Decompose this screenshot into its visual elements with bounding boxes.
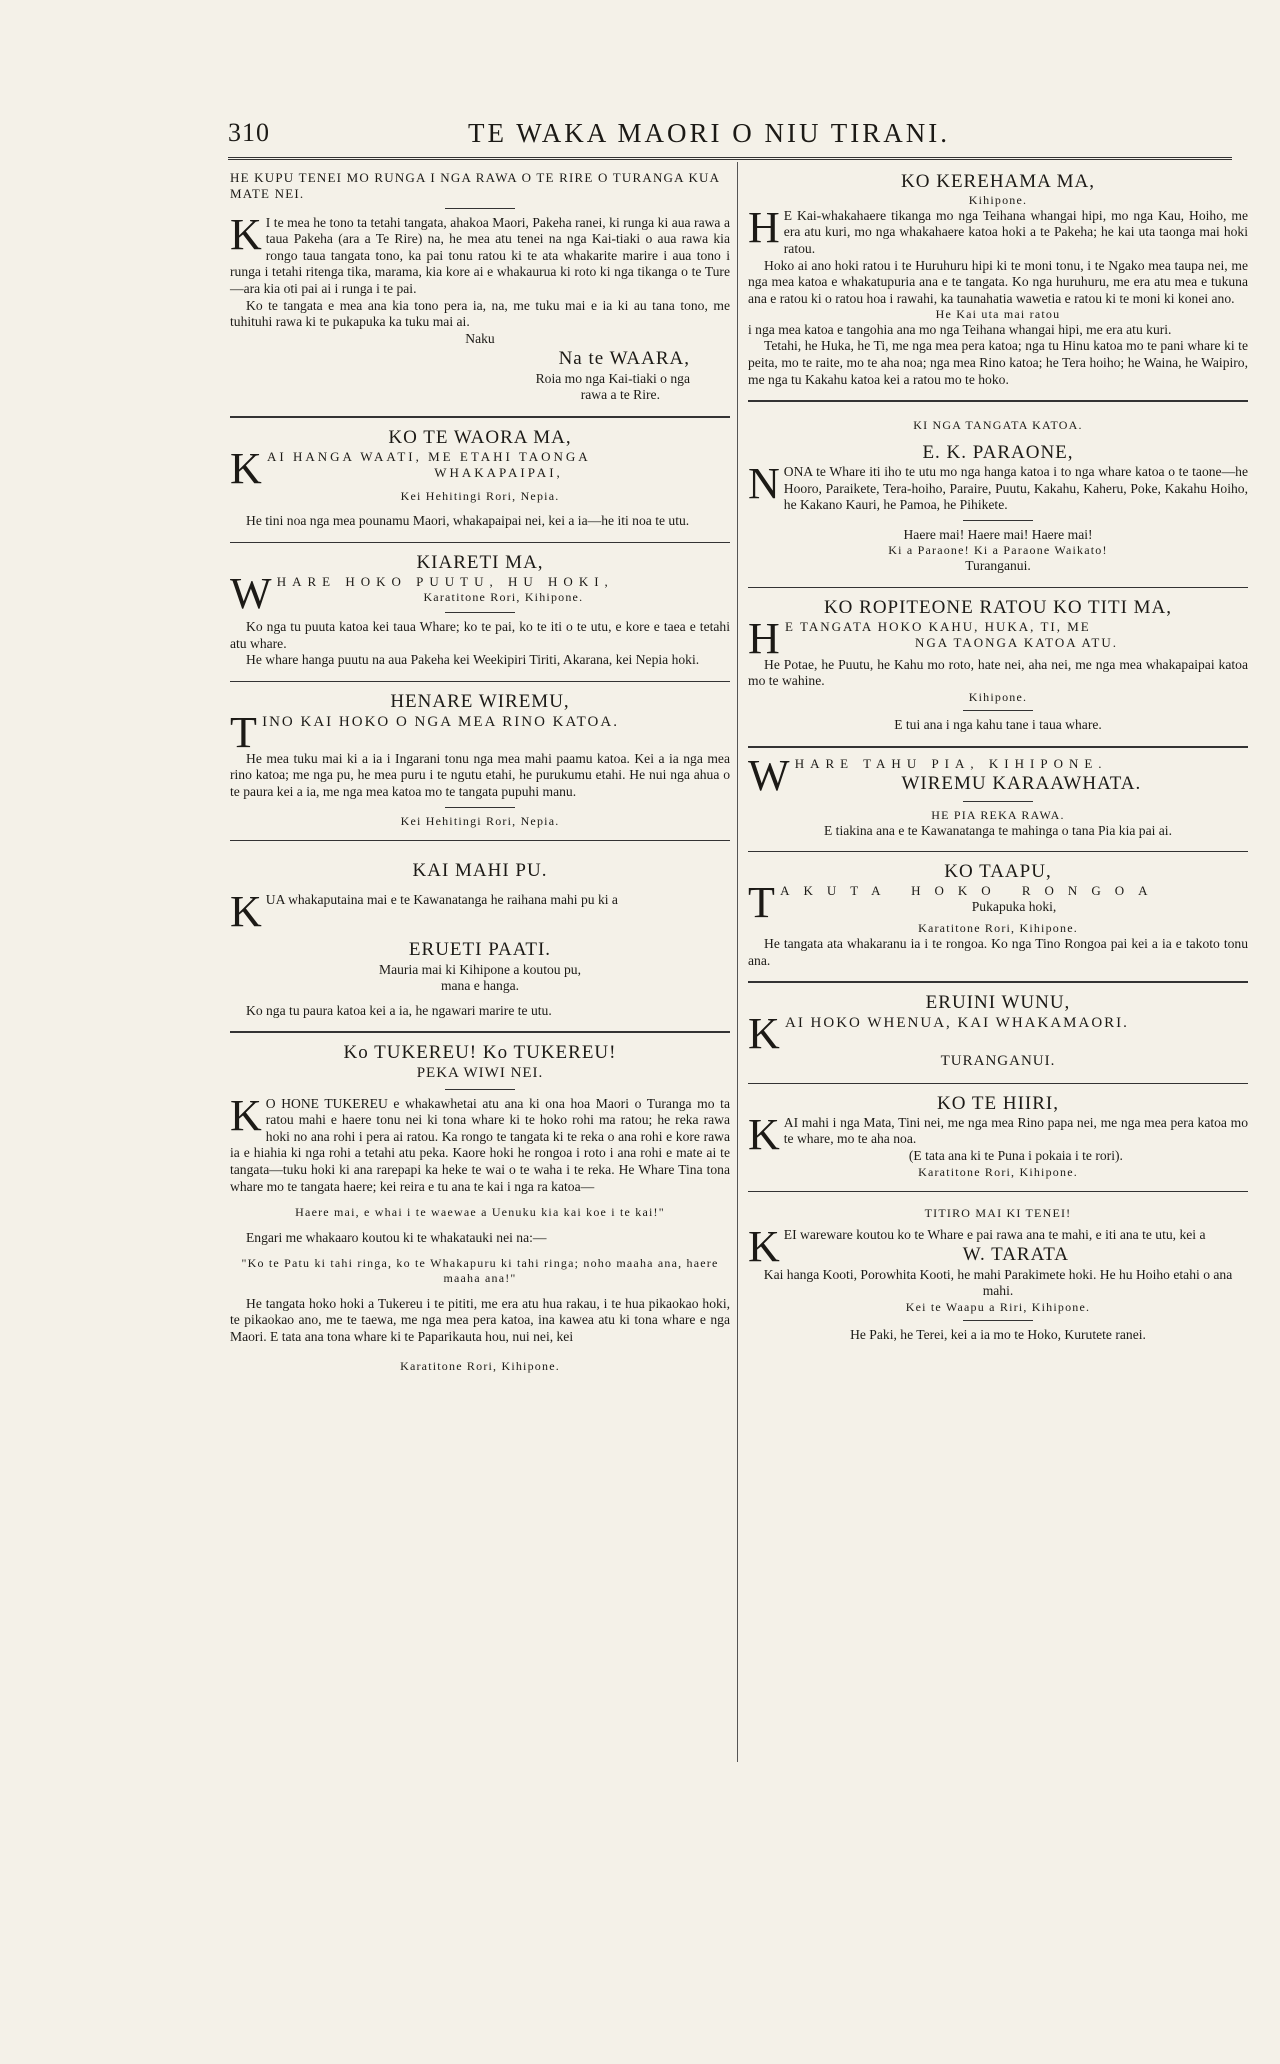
drop-cap: T [748,878,777,928]
ad-waora [230,424,730,536]
notice-signer: Na te WAARA, [558,348,690,370]
ad-body-2: He whare hanga puutu na aua Pakeha kei Weekipiri Tiriti, Akarana, kei Nepia hoki. [246,652,700,668]
ad-note: (E tata ana ki te Puna i pokaia i te rori). [908,1148,1123,1164]
ad-subhead: HE PIA REKA RAWA. [931,808,1065,823]
ad-kerehama [748,168,1248,394]
ad-place: TURANGANUI. [940,1053,1056,1070]
ad-taapu [748,858,1248,975]
divider [963,520,1033,521]
rule [230,416,730,418]
divider [445,1089,515,1090]
right-column [748,168,1248,1350]
ad-tarata [748,1198,1248,1350]
ad-quote-1: Haere mai, e whai i te waewae a Uenuku kia kai koe i te kai!" [295,1205,665,1220]
ad-tukereu [230,1039,730,1380]
ad-body: E tiakina ana e te Kawanatanga te mahinga o tana Pia kia pai ai. [823,822,1172,838]
ad-name: W. TARATA [962,1244,1070,1266]
ad-line-2: WHAKAPAIPAI, [434,464,563,480]
notice-body-2: Ko te tangata e mea ana kia tono pera ia, na, me tuku mai e ia ki au tana tono, me tuhituhi rawa ki te pukapuka ka tuku mai ai. [230,297,730,330]
rule [748,746,1248,748]
ad-line-1: AI HANGA WAATI, ME ETAHI TAONGA [266,448,591,464]
ad-body: E Kai-whakahaere tikanga mo nga Teihana whangai hipi, mo nga Kau, Hoiho, me era atu kuri, mo nga whakahaere katoa hoki a te Pakeha; he kai uta taonga mai hoki ratou. [783,207,1248,256]
ad-body-4: Tetahi, he Huka, he Ti, me nga mea pera katoa; nga tu Hinu katoa mo te pani whare ki te peita, mo te raite, mo te aha noa; nga mea Rino katoa; he Tera hoiho; he Waina, he Waipiro, me nga tu Kakahu katoa kei a ratou mo te hoko. [748,338,1248,387]
ad-address: Kei te Waapu a Riri, Kihipone. [905,1299,1091,1314]
ad-title: HENARE WIREMU, [390,690,570,712]
ad-body: He mea tuku mai ki a ia i Ingarani tonu nga mea mahi paamu katoa. Kei a ia nga mea rino katoa; me nga pu, he mea puru i te ngutu etahi, he purukumu etahi. He nui nga ahua o te paura kei a ia, me nga mea katoa mo te tangata pupuhi manu. [230,750,730,799]
notice-role-2: rawa a te Rire. [580,387,660,403]
ad-title: KO KEREHAMA MA, [901,171,1095,192]
ad-body-2: E tui ana i nga kahu tane i taua whare. [894,717,1102,733]
rule [748,981,1248,983]
divider [963,710,1033,711]
drop-cap: K [748,1109,780,1159]
ad-line-3: mana e hanga. [440,978,520,994]
ad-ropiteone [748,594,1248,741]
ad-subtitle: PEKA WIWI NEI. [416,1065,544,1082]
ad-eruini [748,989,1248,1076]
rule [748,851,1248,852]
ad-address: Karatitone Rori, Kihipone. [918,1164,1078,1179]
ad-title: E. K. PARAONE, [922,441,1074,463]
rule [230,840,730,841]
ad-place: Turanganui. [965,557,1031,573]
rule [230,542,730,543]
ad-body: ONA te Whare iti iho te utu mo nga hanga katoa i to nga whare katoa o te taone—he Hooro, Paraikete, Tera-hoiho, Paraire, Puutu, Kakahu, Kaheru, Poke, Kakahu Hoiho, he Kakano Kauri, he Pamoa, he Pihikete. [783,464,1248,513]
ad-title: Ko TUKEREU! Ko TUKEREU! [343,1042,617,1064]
ad-body: EI wareware koutou ko te Whare e pai rawa ana te mahi, e iti ana te utu, kei a [783,1226,1206,1242]
ad-notice: TITIRO MAI KI TENEI! [924,1206,1072,1221]
ad-title: KO TE WAORA MA, [388,426,572,448]
drop-cap: K [748,1009,781,1059]
drop-cap: K [230,209,262,259]
drop-cap: K [748,1221,780,1271]
ad-engari: Engari me whakaaro koutou ki te whakatauki nei na:— [246,1229,547,1245]
page-number: 310 [228,118,270,147]
ad-hiiri [748,1090,1248,1186]
ad-body-2: He tangata hoko hoki a Tukereu i te pititi, me era atu hua rakau, i te hua pikaokao hoki, te pikaokao ano, me te taewa, me nga mea pera katoa, ina kawea atu ki tona whare e nga Maori. E tata ana tona whare ki te Paparikauta hou, nui nei, kei [230,1295,730,1344]
ad-body-3: He Paki, he Terei, kei a ia mo te Hoko, Kurutete ranei. [850,1327,1146,1343]
drop-cap: H [748,202,780,252]
ad-body: Ko nga tu paura katoa kei a ia, he ngawari marire te utu. [246,1002,552,1018]
ad-title: KO TE HIIRI, [937,1092,1059,1114]
ad-line-1: INO KAI HOKO O NGA MEA RINO KATOA. [262,713,619,730]
ad-place: Kihipone. [968,193,1028,208]
ad-line-1: E TANGATA HOKO KAHU, HUKA, TI, ME [784,618,1091,634]
ad-address: Karatitone Rori, Kihipone. [423,589,584,604]
ad-body: He tini noa nga mea pounamu Maori, whakapaipai nei, kei a ia—he iti noa te utu. [246,513,690,529]
ad-tahupia [748,751,1248,845]
drop-cap: W [748,751,791,801]
ad-line-2: Ki a Paraone! Ki a Paraone Waikato! [888,543,1108,558]
ad-line-1: HARE TAHU PIA, KIHIPONE. [794,756,1108,772]
ad-title: ERUINI WUNU, [925,992,1071,1014]
divider [445,612,515,613]
ad-line-2: NGA TAONGA KATOA ATU. [914,634,1118,650]
divider [963,1320,1033,1321]
ad-kaimahi [230,847,730,1025]
ad-address: Kei Hehitingi Rori, Nepia. [400,813,560,828]
ad-line-1: UA whakaputaina mai e te Kawanatanga he raihana mahi pu ki a [265,892,618,908]
rule [230,681,730,682]
ad-body: AI mahi i nga Mata, Tini nei, me nga mea Rino papa nei, me nga mea pera katoa mo te whare, mo te aha noa. [783,1114,1248,1147]
ad-henare [230,688,730,835]
ad-body-2: Kai hanga Kooti, Porowhita Kooti, he mahi Parakimete hoki. He hu Hoiho etahi o ana mahi. [763,1266,1233,1299]
ad-title: KIARETI MA, [416,551,544,573]
notice-role-1: Roia mo nga Kai-tiaki o nga [535,370,690,386]
notice-heading: HE KUPU TENEI MO RUNGA I NGA RAWA O TE RIRE O TURANGA KUA MATE NEI. [230,170,720,201]
rule [748,1191,1248,1192]
ad-place: Kihipone. [968,689,1028,704]
drop-cap: N [748,459,780,508]
ad-line-1: HARE HOKO PUUTU, HU HOKI, [276,573,614,589]
notice-naku: Naku [465,330,495,346]
column-divider [737,162,738,1762]
left-column [230,168,730,1380]
drop-cap: T [230,707,259,757]
ad-line-2: Pukapuka hoki, [971,899,1057,915]
header-rule [228,157,1232,160]
ad-line-2: Mauria mai ki Kihipone a koutou pu, [379,961,581,977]
ad-body: He Potae, he Puutu, he Kahu mo roto, hate nei, aha nei, me nga mea whakapaipai katoa mo te wahine. [748,656,1248,689]
ad-name: WIREMU KARAAWHATA. [901,772,1142,794]
ad-paraone [748,408,1248,580]
ad-address: Karatitone Rori, Kihipone. [918,921,1078,936]
ad-body: O HONE TUKEREU e whakawhetai atu ana ki ona hoa Maori o Turanga mo ta ratou mahi e haere tonu nei ki tona whare ki te hoko rohi ma ratou; he reka rawa hoki no ana rohi i pera ai ratou. Ka rongo te tangata ki te reka o ana rohi e kore rawa ia e hiahia ki nga rohi a tetahi atu peka. Kaore hoki he rongoa i roto i ana rohi e mate ai te tangata—tuku hoki ki ana rarepapi ka heke te wai o te waha i te reka. He Whare Tina tona whare mo te tangata haere; kei reira e tu ana te kai i nga ra katoa— [230,1095,730,1194]
drop-cap: K [230,443,263,493]
ad-notice: KI NGA TANGATA KATOA. [913,418,1083,433]
ad-title: KO TAAPU, [944,861,1052,883]
ad-line-1: Haere mai! Haere mai! Haere mai! [903,526,1093,542]
ad-line-1: AKUTA HOKO RONGOA [780,883,1162,899]
notice-rire-estate [230,168,730,410]
rule [230,1031,730,1033]
ad-name: ERUETI PAATI. [408,939,552,961]
ad-title: KO ROPITEONE RATOU KO TITI MA, [823,596,1173,618]
ad-body: He tangata ata whakaranu ia i te rongoa. Ko nga Tino Rongoa pai kei a ia e takoto tonu ana. [748,936,1248,968]
newspaper-title: TE WAKA MAORI O NIU TIRANI. [468,118,950,148]
ad-body-2: Hoko ai ano hoki ratou i te Huruhuru hipi ki te moni tonu, i te Ngako mea taupa nei, me nga mea katoa e whakatupuria ana e te tangata. Ko nga huruhuru, me era atu mea e tukuna ana e ratou ki o ratou hoa i rawahi, ka taunahatia wawetia e ratou ki te moni ki konei ano. [748,257,1248,306]
ad-body: Ko nga tu puuta katoa kei taua Whare; ko te pai, ko te iti o te utu, e kore e taea e tetahi atu whare. [230,618,730,651]
drop-cap: W [230,568,273,618]
rule [748,587,1248,588]
page-header [228,112,1240,152]
ad-subhead: He Kai uta mai ratou [935,307,1061,322]
drop-cap: K [230,1090,262,1140]
ad-address: Kei Hehitingi Rori, Nepia. [400,488,560,503]
rule [748,1083,1248,1084]
notice-body: I te mea he tono ta tetahi tangata, ahakoa Maori, Pakeha ranei, ki runga ki aua rawa a taua Pakeha (ara a Te Rire) na, he mea atu tenei na nga Kai-tiaki o aua rawa kia rongo taua tangata tono, ka pai tonu ratou ki te ata whakarite marire i aua tono i runga i tetahi ritenga tika, marama, kia kore ai e whakaurua ki roto ki nga tikanga o te Ture—ara kia oti pai ai i runga i te pai. [230,214,730,297]
ad-line-1: AI HOKO WHENUA, KAI WHAKAMAORI. [784,1015,1129,1032]
ad-quote-2: "Ko te Patu ki tahi ringa, ko te Whakapuru ki tahi ringa; noho maaha ana, haere maaha ana!" [241,1256,719,1286]
drop-cap: H [748,613,781,663]
ad-kiareti [230,549,730,675]
divider [963,801,1033,802]
rule [748,400,1248,402]
ad-title: KAI MAHI PU. [412,860,548,882]
divider [445,208,515,209]
divider [445,807,515,808]
ad-address: Karatitone Rori, Kihipone. [400,1359,560,1374]
ad-body-3: i nga mea katoa e tangohia ana mo nga Teihana whangai hipi, me era atu kuri. [748,321,1172,337]
drop-cap: K [230,887,262,937]
